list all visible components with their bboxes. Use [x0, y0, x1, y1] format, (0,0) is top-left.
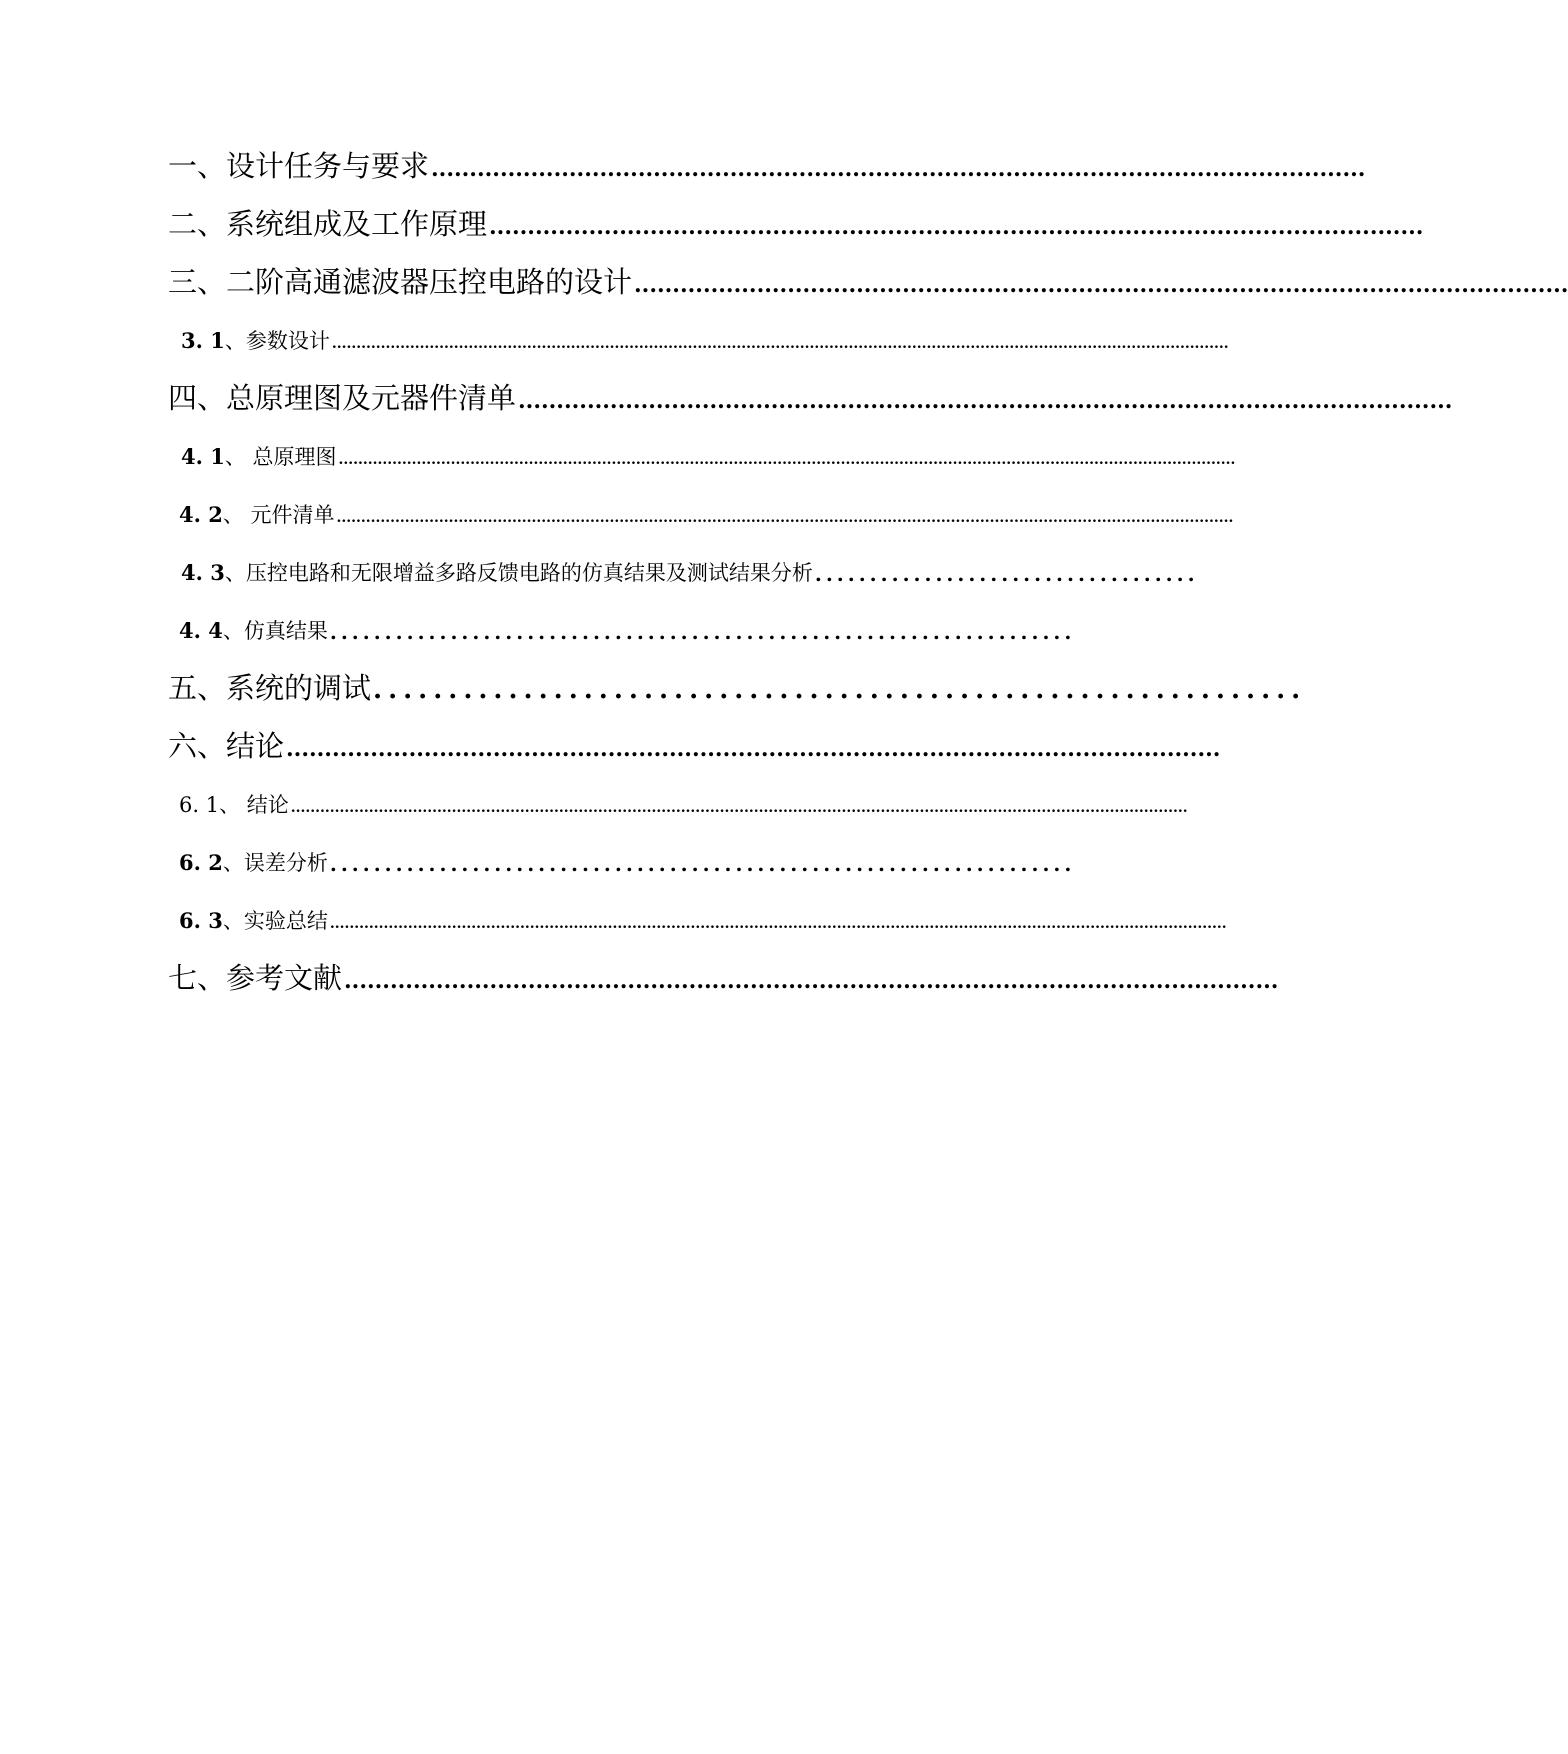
toc-entry-label: 、压控电路和无限增益多路反馈电路的仿真结果及测试结果分析: [224, 561, 813, 585]
toc-leader-dots: ........................................................................................................................................................................................: [329, 916, 1227, 932]
toc-leader-dots: ........................................................................................................................................................................................: [331, 336, 1229, 352]
toc-leader-dots: ..........................................................................................................................: [286, 736, 1221, 762]
toc-leader-dots: ........................................................................................................................................................................................: [290, 800, 1188, 816]
toc-leader-dots: ..........................................................................................................................: [344, 968, 1279, 994]
toc-entry-number: 4. 2: [179, 502, 223, 527]
toc-leader-dots: ..........................................................................................................................: [431, 156, 1366, 182]
toc-entry-label: 六、结论: [168, 729, 285, 763]
toc-leader-dots: ..........................................................................................................................: [634, 272, 1568, 298]
toc-entry-2[interactable]: [168, 204, 1424, 244]
toc-entry-6-1[interactable]: [179, 789, 1188, 821]
toc-entry-4-2[interactable]: [179, 499, 1234, 531]
toc-entry-3[interactable]: [168, 262, 1568, 302]
toc-entry-label: 、误差分析: [222, 851, 328, 875]
toc-entry-6-2[interactable]: [179, 847, 1076, 879]
toc-entry-label: 、 元件清单: [222, 503, 335, 527]
toc-entry-label: 四、总原理图及元器件清单: [168, 381, 517, 415]
toc-entry-4[interactable]: [168, 378, 1453, 418]
toc-entry-7[interactable]: [168, 958, 1279, 998]
toc-entry-4-1[interactable]: [181, 441, 1236, 473]
toc-entry-label: 五、系统的调试: [168, 671, 372, 705]
toc-entry-number: 6. 2: [179, 850, 223, 875]
toc-leader-dots: ........................................................................................................................................................................................: [338, 452, 1236, 468]
toc-entry-number: 6. 3: [179, 908, 223, 933]
toc-entry-label: 二、系统组成及工作原理: [168, 207, 488, 241]
toc-entry-label: 、实验总结: [222, 909, 328, 933]
toc-entry-label: 一、设计任务与要求: [168, 149, 430, 183]
toc-entry-4-3[interactable]: [181, 557, 1199, 589]
toc-entry-label: 、 总原理图: [224, 445, 337, 469]
toc-entry-label: 、参数设计: [224, 329, 330, 353]
toc-entry-4-4[interactable]: [179, 615, 1076, 647]
toc-entry-5[interactable]: [168, 668, 1307, 708]
toc-leader-dots: ........................................................................................................................................................................................: [336, 510, 1234, 526]
toc-leader-dots: ...................................: [814, 562, 1199, 586]
toc-entry-3-1[interactable]: [181, 325, 1229, 357]
toc-leader-dots: ..........................................................................................................................: [489, 214, 1424, 240]
toc-entry-1[interactable]: [168, 146, 1366, 186]
toc-leader-dots: ....................................................................: [329, 620, 1076, 644]
toc-leader-dots: ..........................................................................................................................: [518, 388, 1453, 414]
toc-entry-number: 4. 1: [181, 444, 225, 469]
toc-entry-number: 6. 1: [179, 793, 220, 817]
toc-entry-label: 、 结论: [219, 793, 289, 817]
toc-entry-number: 4. 4: [179, 618, 223, 643]
toc-entry-number: 4. 3: [181, 560, 225, 585]
toc-entry-label: 、仿真结果: [222, 619, 328, 643]
toc-leader-dots: ....................................................................: [329, 852, 1076, 876]
toc-entry-6[interactable]: [168, 726, 1221, 766]
toc-entry-6-3[interactable]: [179, 905, 1227, 937]
toc-entry-label: 七、参考文献: [168, 961, 343, 995]
toc-leader-dots: ..............................................................: [373, 675, 1307, 705]
toc-entry-label: 三、二阶高通滤波器压控电路的设计: [168, 265, 633, 299]
toc-entry-number: 3. 1: [181, 328, 225, 353]
